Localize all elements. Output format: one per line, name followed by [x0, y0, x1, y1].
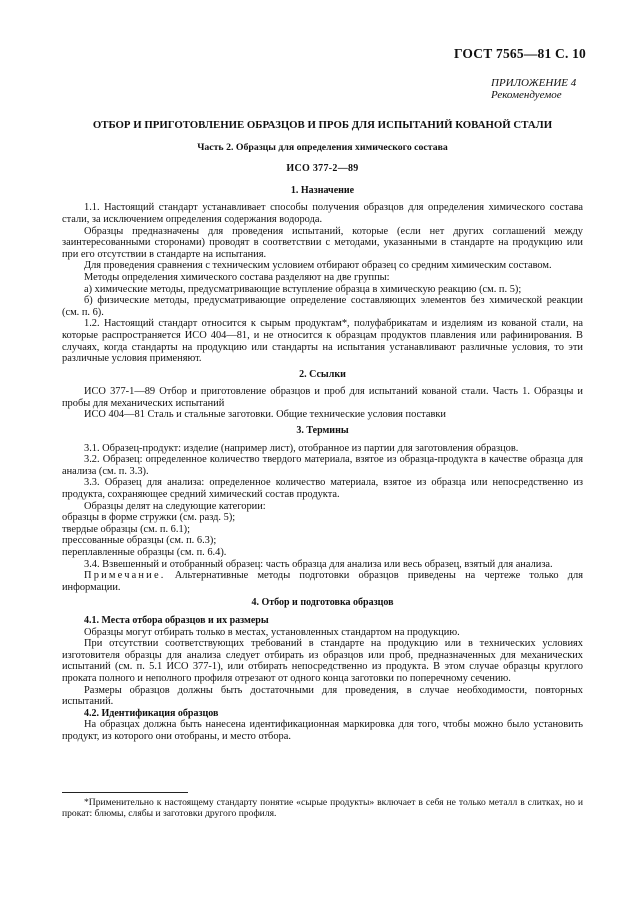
list-item: прессованные образцы (см. п. 6.3); — [62, 535, 217, 547]
paragraph: Образцы делят на следующие категории: — [84, 500, 266, 512]
section-3-heading: 3. Термины — [296, 425, 349, 437]
paragraph: 3.2. Образец: определенное количество твердого материала, взятое из образца-продукта в качестве образца для анализа (см. п. 3.3). — [62, 454, 583, 477]
gost-page-header: ГОСТ 7565—81 С. 10 — [453, 46, 586, 61]
paragraph: Для проведения сравнения с техническим условием отбирают образец со средним химическим составом. — [84, 260, 552, 272]
section-1-heading: 1. Назначение — [290, 184, 355, 196]
appendix-status: Рекомендуемое — [491, 89, 562, 101]
list-item: переплавленные образцы (см. п. 6.4). — [62, 547, 227, 558]
appendix-label — [491, 77, 576, 101]
paragraph: 3.4. Взвешенный и отобранный образец: часть образца для анализа или весь образец, взятый для анализа. — [84, 558, 553, 570]
section-4-heading: 4. Отбор и подготовка образцов — [251, 597, 394, 609]
paragraph: а) химические методы, предусматривающие вступление образца в химическую реакцию (см. п. 5); — [84, 283, 522, 295]
note — [62, 570, 583, 593]
section-2-heading: 2. Ссылки — [299, 368, 346, 380]
footnote-divider — [62, 792, 188, 793]
list-item: твердые образцы (см. п. 6.1); — [62, 523, 191, 535]
paragraph: Размеры образцов должны быть достаточными для проведения, в случае необходимости, повторных испытаний. — [62, 684, 583, 708]
reference-item: ИСО 377-1—89 Отбор и приготовление образцов и проб для испытаний кованой стали. Часть 1. Образцы и пробы для механических испытаний — [62, 386, 583, 409]
paragraph: Образцы могут отбирать только в местах, установленных стандартом на продукцию. — [84, 626, 460, 638]
note-text: Альтернативные методы подготовки образцов приведены на чертеже только для информации. — [62, 570, 583, 593]
paragraph: 1.2. Настоящий стандарт относится к сырым продуктам*, полуфабрикатам и изделиям из кованой стали, на которые распространяется ИСО 404—81, и не относится к образцам продуктов плавления или рафинирования. В случаях, когда стандарты на продукцию или стандарты на испытания устанавливают различные условия, то эти различные условия применяют. — [62, 318, 583, 365]
appendix-number: ПРИЛОЖЕНИЕ 4 — [491, 77, 577, 89]
list-item: образцы в форме стружки (см. разд. 5); — [62, 512, 236, 524]
paragraph: 1.1. Настоящий стандарт устанавливает способы получения образцов для определения химического состава стали, за исключением определения содержания водорода. — [62, 202, 583, 225]
iso-designation: ИСО 377-2—89 — [286, 163, 359, 175]
document-title: ОТБОР И ПРИГОТОВЛЕНИЕ ОБРАЗЦОВ И ПРОБ ДЛЯ ИСПЫТАНИЙ КОВАНОЙ СТАЛИ — [92, 119, 553, 131]
note-label: Примечание. — [84, 570, 166, 582]
document-subtitle: Часть 2. Образцы для определения химического состава — [197, 141, 448, 153]
footnote: *Применительно к настоящему стандарту понятие «сырые продукты» включает в себя не только металл в слитках, но и прокат: блюмы, слябы и заготовки другого профиля. — [62, 797, 583, 820]
reference-item: ИСО 404—81 Сталь и стальные заготовки. Общие технические условия поставки — [84, 409, 446, 421]
subsection-4-2-heading: 4.2. Идентификация образцов — [84, 707, 219, 719]
paragraph: б) физические методы, предусматривающие определение составляющих элементов без химической реакции (см. п. 6). — [62, 295, 583, 318]
paragraph: 3.1. Образец-продукт: изделие (например лист), отобранное из партии для заготовления образцов. — [84, 442, 519, 454]
document-body — [62, 120, 583, 743]
paragraph: На образцах должна быть нанесена идентификационная маркировка для того, чтобы можно было установить продукт, из которого они отобраны, и место отбора. — [62, 719, 583, 742]
paragraph: Методы определения химического состава разделяют на две группы: — [84, 271, 390, 283]
subsection-4-1-heading: 4.1. Места отбора образцов и их размеры — [84, 614, 269, 626]
paragraph: При отсутствии соответствующих требований в стандарте на продукцию или в технических условиях изготовителя образцы для анализа следует отбирать из образцов или проб, предназначенных для механических испытаний (см. п. 5.1 ИСО 377-1), или отбирать непосредственно из продукта. В этом случае образцы круглого проката полного и неполного профиля отрезают от одного конца заготовки по поперечному сечению. — [62, 638, 583, 684]
paragraph: 3.3. Образец для анализа: определенное количество материала, взятое из образца или непосредственно из продукта, сохраняющее средний химический состав продукта. — [62, 477, 583, 501]
paragraph: Образцы предназначены для проведения испытаний, которые (если нет других соглашений между заинтересованными сторонами) проводят в соответствии с методами, указанными в стандарте на продукцию или при его отсутствии в стандарте на испытания. — [62, 225, 583, 260]
